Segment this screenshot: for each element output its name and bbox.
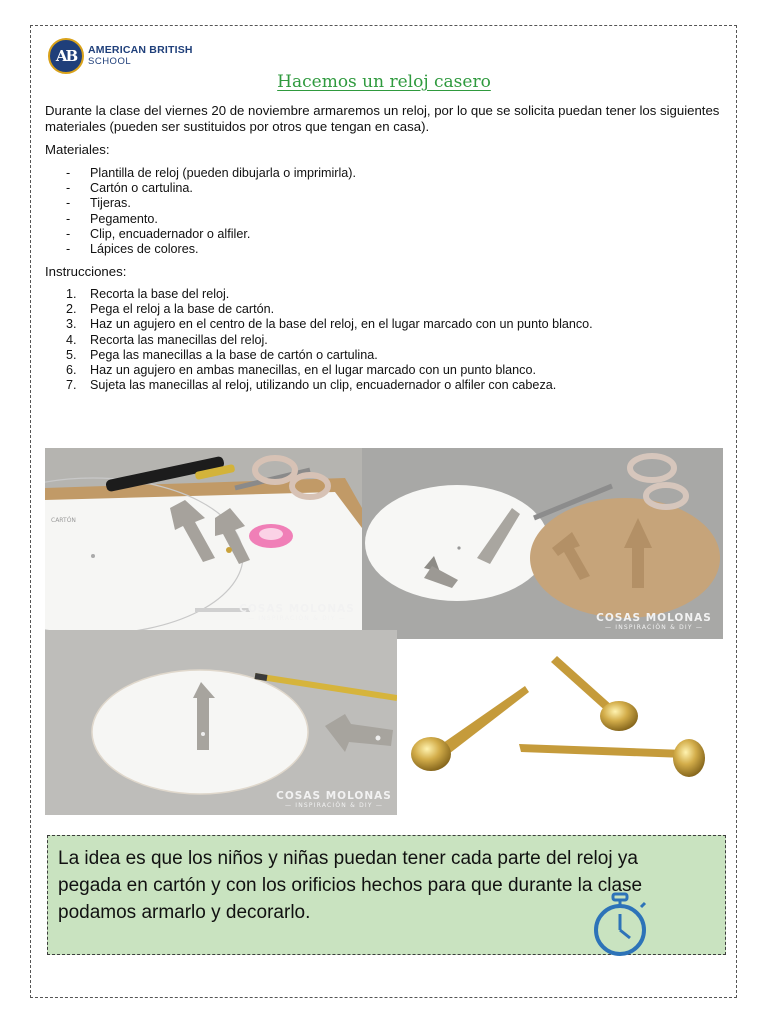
list-item: - Clip, encuadernador o alfiler.	[66, 226, 251, 241]
list-item: - Tijeras.	[66, 196, 131, 211]
logo-line-1: AMERICAN BRITISH	[88, 44, 193, 56]
watermark-tagline: — INSPIRACIÓN & DIY —	[247, 615, 347, 622]
list-item: 4. Recorta las manecillas del reloj.	[66, 332, 268, 347]
page-title: Hacemos un reloj casero	[277, 72, 491, 92]
watermark	[589, 613, 719, 633]
school-logo	[48, 38, 193, 74]
instructions-label: Instrucciones:	[45, 264, 127, 279]
list-item: 6. Haz un agujero en ambas manecillas, en el lugar marcado con un punto blanco.	[66, 363, 536, 378]
photo-clock-assembled	[45, 630, 397, 815]
note-text: La idea es que los niños y niñas puedan tener cada parte del reloj ya pegada en cartón y con los orificios hechos para que durante la clase podamos armarlo y decorarlo.	[58, 848, 643, 923]
photo-paper-fasteners-illustration	[397, 640, 723, 815]
instructions-list	[66, 287, 593, 393]
list-item: 1. Recorta la base del reloj.	[66, 287, 230, 301]
watermark-brand: COSAS MOLONAS	[596, 612, 712, 624]
logo-line-2: SCHOOL	[88, 56, 132, 67]
list-item: 3. Haz un agujero en el centro de la base del reloj, en el lugar marcado con un punto blanco.	[66, 317, 593, 332]
photo-paper-fasteners	[397, 640, 723, 815]
photo-clock-assembled-illustration	[45, 630, 397, 815]
list-item: - Plantilla de reloj (pueden dibujarla o imprimirla).	[66, 166, 356, 180]
list-item: - Pegamento.	[66, 211, 158, 226]
logo-text	[88, 45, 193, 67]
watermark	[232, 604, 362, 624]
list-item: - Cartón o cartulina.	[66, 181, 193, 196]
watermark-tagline: — INSPIRACIÓN & DIY —	[284, 802, 384, 809]
template-label: CARTÓN	[51, 517, 76, 524]
watermark	[269, 791, 397, 811]
list-item: 2. Pega el reloj a la base de cartón.	[66, 302, 275, 317]
photo-clock-template	[45, 448, 362, 630]
materials-list	[66, 166, 356, 257]
watermark-brand: COSAS MOLONAS	[276, 790, 392, 802]
photo-clock-bases	[362, 448, 723, 639]
logo-badge: AB	[48, 38, 84, 74]
watermark-brand: COSAS MOLONAS	[239, 603, 355, 615]
materials-label: Materiales:	[45, 142, 110, 157]
photo-clock-bases-illustration	[362, 448, 723, 639]
intro-paragraph: Durante la clase del viernes 20 de noviembre armaremos un reloj, por lo que se solicita puedan tener los siguientes materiales (pueden ser sustituidos por otros que tengan en casa).	[45, 103, 720, 134]
watermark-tagline: — INSPIRACIÓN & DIY —	[604, 624, 704, 631]
list-item: 7. Sujeta las manecillas al reloj, utilizando un clip, encuadernador o alfiler con cabeza.	[66, 378, 557, 393]
list-item: 5. Pega las manecillas a la base de cartón o cartulina.	[66, 347, 378, 362]
stopwatch-icon	[586, 892, 654, 956]
list-item: - Lápices de colores.	[66, 242, 199, 257]
